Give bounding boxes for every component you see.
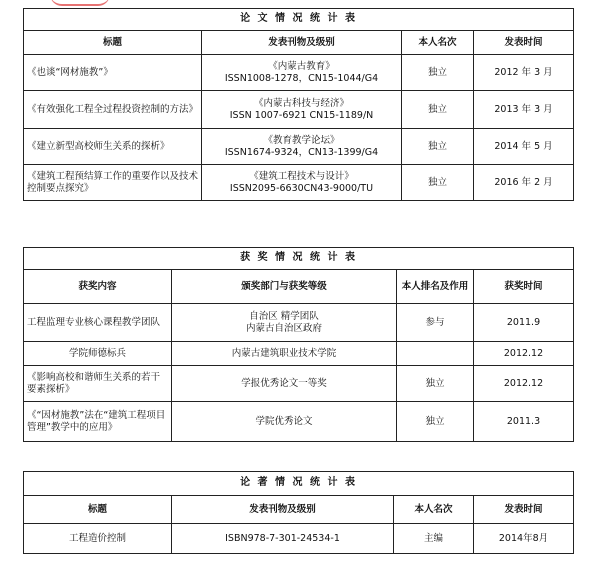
table-row <box>24 55 574 91</box>
awards-table <box>23 247 574 442</box>
book-isbn: ISBN978-7-301-24534-1 <box>172 524 394 554</box>
table-row <box>24 366 574 402</box>
paper-journal: 《内蒙古科技与经济》 ISSN 1007-6921 CN15-1189/N <box>202 91 402 129</box>
paper-title: 《建立新型高校师生关系的探析》 <box>24 129 202 165</box>
award-date: 2011.9 <box>474 304 574 342</box>
award-date: 2011.3 <box>474 402 574 442</box>
award-role: 独立 <box>397 366 474 402</box>
papers-header-rank: 本人名次 <box>402 31 474 55</box>
paper-title: 《有效强化工程全过程投资控制的方法》 <box>24 91 202 129</box>
paper-title: 《也谈“网材施教”》 <box>24 55 202 91</box>
table-row <box>24 524 574 554</box>
awards-header-role: 本人排名及作用 <box>397 270 474 304</box>
paper-journal: 《内蒙古教育》 ISSN1008-1278，CN15-1044/G4 <box>202 55 402 91</box>
award-role: 独立 <box>397 402 474 442</box>
awards-header-dept: 颁奖部门与获奖等级 <box>172 270 397 304</box>
award-content: 学院师德标兵 <box>24 342 172 366</box>
table-row <box>24 165 574 201</box>
paper-date: 2013 年 3 月 <box>474 91 574 129</box>
award-content: 《影响高校和谐师生关系的若干要素探析》 <box>24 366 172 402</box>
books-table <box>23 471 574 554</box>
paper-date: 2016 年 2 月 <box>474 165 574 201</box>
table-row <box>24 129 574 165</box>
book-date: 2014年8月 <box>474 524 574 554</box>
papers-header-journal: 发表刊物及级别 <box>202 31 402 55</box>
paper-rank: 独立 <box>402 55 474 91</box>
paper-date: 2014 年 5 月 <box>474 129 574 165</box>
paper-rank: 独立 <box>402 165 474 201</box>
red-arc-decoration <box>50 0 110 6</box>
papers-title: 论 文 情 况 统 计 表 <box>24 9 574 31</box>
awards-header-date: 获奖时间 <box>474 270 574 304</box>
award-role <box>397 342 474 366</box>
award-dept: 学院优秀论文 <box>172 402 397 442</box>
papers-table <box>23 8 574 201</box>
papers-header-date: 发表时间 <box>474 31 574 55</box>
paper-title: 《建筑工程预结算工作的重要作以及技术控制要点探究》 <box>24 165 202 201</box>
table-row <box>24 304 574 342</box>
paper-date: 2012 年 3 月 <box>474 55 574 91</box>
award-role: 参与 <box>397 304 474 342</box>
books-title: 论 著 情 况 统 计 表 <box>24 472 574 496</box>
awards-header-content: 获奖内容 <box>24 270 172 304</box>
paper-journal: 《建筑工程技术与设计》 ISSN2095-6630CN43-9000/TU <box>202 165 402 201</box>
paper-rank: 独立 <box>402 129 474 165</box>
papers-header-title: 标题 <box>24 31 202 55</box>
book-rank: 主编 <box>394 524 474 554</box>
paper-rank: 独立 <box>402 91 474 129</box>
paper-journal: 《教育教学论坛》 ISSN1674-9324，CN13-1399/G4 <box>202 129 402 165</box>
award-date: 2012.12 <box>474 342 574 366</box>
books-header-date: 发表时间 <box>474 496 574 524</box>
table-row <box>24 402 574 442</box>
award-content: 工程监理专业核心课程教学团队 <box>24 304 172 342</box>
table-row <box>24 91 574 129</box>
table-row <box>24 342 574 366</box>
books-header-title: 标题 <box>24 496 172 524</box>
award-dept: 学报优秀论文一等奖 <box>172 366 397 402</box>
award-dept: 内蒙古建筑职业技术学院 <box>172 342 397 366</box>
books-header-journal: 发表刊物及级别 <box>172 496 394 524</box>
books-header-rank: 本人名次 <box>394 496 474 524</box>
award-date: 2012.12 <box>474 366 574 402</box>
awards-title: 获 奖 情 况 统 计 表 <box>24 248 574 270</box>
award-dept: 自治区 精学团队 内蒙古自治区政府 <box>172 304 397 342</box>
book-title: 工程造价控制 <box>24 524 172 554</box>
award-content: 《“因材施教”法在“建筑工程项目管理”教学中的应用》 <box>24 402 172 442</box>
